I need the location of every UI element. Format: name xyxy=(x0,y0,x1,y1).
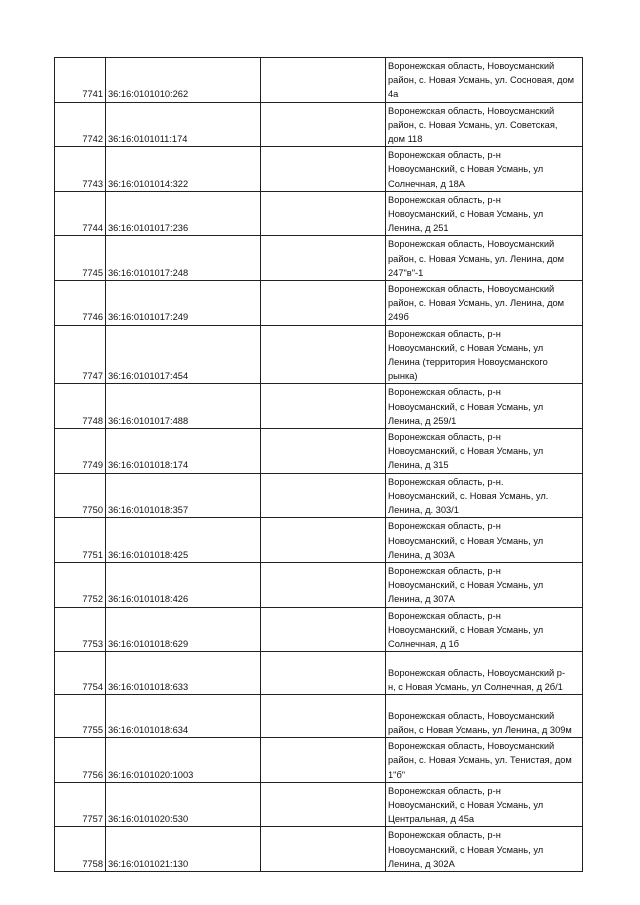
cadastral-number: 36:16:0101017:248 xyxy=(106,236,261,281)
address: Воронежская область, Новоусманский район, с. Новая Усмань, ул. Ленина, дом 247"в"-1 xyxy=(386,236,583,281)
address: Воронежская область, Новоусманский район, с. Новая Усмань, ул. Сосновая, дом 4а xyxy=(386,58,583,103)
address: Воронежская область, Новоусманский р- н, с Новая Усмань, ул Солнечная, д 2б/1 xyxy=(386,652,583,695)
cadastral-number: 36:16:0101014:322 xyxy=(106,147,261,192)
address: Воронежская область, Новоусманский район, с. Новая Усмань, ул. Ленина, дом 249б xyxy=(386,281,583,326)
empty-cell xyxy=(261,695,386,738)
row-number: 7746 xyxy=(55,281,106,326)
row-number: 7743 xyxy=(55,147,106,192)
table-row xyxy=(55,652,583,695)
empty-cell xyxy=(261,738,386,783)
empty-cell xyxy=(261,191,386,236)
cadastral-number: 36:16:0101018:629 xyxy=(106,607,261,652)
address: Воронежская область, р-н Новоусманский, с Новая Усмань, ул Ленина, д 307А xyxy=(386,562,583,607)
row-number: 7742 xyxy=(55,102,106,147)
registry-table-body xyxy=(55,58,583,872)
cadastral-number: 36:16:0101020:1003 xyxy=(106,738,261,783)
row-number: 7756 xyxy=(55,738,106,783)
table-row xyxy=(55,102,583,147)
cadastral-number: 36:16:0101018:425 xyxy=(106,518,261,563)
row-number: 7758 xyxy=(55,827,106,872)
row-number: 7757 xyxy=(55,782,106,827)
table-row xyxy=(55,607,583,652)
row-number: 7755 xyxy=(55,695,106,738)
table-row xyxy=(55,782,583,827)
row-number: 7752 xyxy=(55,562,106,607)
address: Воронежская область, Новоусманский район, с. Новая Усмань, ул. Советская, дом 118 xyxy=(386,102,583,147)
table-row xyxy=(55,738,583,783)
row-number: 7741 xyxy=(55,58,106,103)
address: Воронежская область, Новоусманский район, с. Новая Усмань, ул. Тенистая, дом 1"б" xyxy=(386,738,583,783)
empty-cell xyxy=(261,325,386,384)
table-row xyxy=(55,281,583,326)
empty-cell xyxy=(261,384,386,429)
row-number: 7747 xyxy=(55,325,106,384)
empty-cell xyxy=(261,281,386,326)
table-row xyxy=(55,325,583,384)
empty-cell xyxy=(261,236,386,281)
table-row xyxy=(55,562,583,607)
empty-cell xyxy=(261,473,386,518)
cadastral-number: 36:16:0101017:236 xyxy=(106,191,261,236)
table-row xyxy=(55,58,583,103)
row-number: 7744 xyxy=(55,191,106,236)
address: Воронежская область, р-н Новоусманский, с Новая Усмань, ул Ленина, д 315 xyxy=(386,429,583,474)
address: Воронежская область, р-н Новоусманский, с Новая Усмань, ул Солнечная, д 18А xyxy=(386,147,583,192)
cadastral-number: 36:16:0101018:174 xyxy=(106,429,261,474)
empty-cell xyxy=(261,518,386,563)
cadastral-number: 36:16:0101018:426 xyxy=(106,562,261,607)
address: Воронежская область, Новоусманский район, с Новая Усмань, ул Ленина, д 309м xyxy=(386,695,583,738)
cadastral-number: 36:16:0101017:488 xyxy=(106,384,261,429)
cadastral-number: 36:16:0101018:357 xyxy=(106,473,261,518)
table-row xyxy=(55,191,583,236)
cadastral-number: 36:16:0101017:249 xyxy=(106,281,261,326)
empty-cell xyxy=(261,782,386,827)
table-row xyxy=(55,147,583,192)
address: Воронежская область, р-н Новоусманский, с Новая Усмань, ул Центральная, д 45а xyxy=(386,782,583,827)
address: Воронежская область, р-н Новоусманский, с Новая Усмань, ул Ленина, д 303А xyxy=(386,518,583,563)
address: Воронежская область, р-н Новоусманский, с Новая Усмань, ул Солнечная, д 1б xyxy=(386,607,583,652)
registry-table xyxy=(54,57,583,872)
empty-cell xyxy=(261,827,386,872)
address: Воронежская область, р-н Новоусманский, с Новая Усмань, ул Ленина, д 259/1 xyxy=(386,384,583,429)
table-row xyxy=(55,827,583,872)
table-row xyxy=(55,429,583,474)
table-row xyxy=(55,695,583,738)
row-number: 7749 xyxy=(55,429,106,474)
empty-cell xyxy=(261,562,386,607)
empty-cell xyxy=(261,147,386,192)
cadastral-number: 36:16:0101010:262 xyxy=(106,58,261,103)
row-number: 7748 xyxy=(55,384,106,429)
row-number: 7751 xyxy=(55,518,106,563)
cadastral-number: 36:16:0101017:454 xyxy=(106,325,261,384)
cadastral-number: 36:16:0101020:530 xyxy=(106,782,261,827)
address: Воронежская область, р-н. Новоусманский, с. Новая Усмань, ул. Ленина, д. 303/1 xyxy=(386,473,583,518)
empty-cell xyxy=(261,652,386,695)
empty-cell xyxy=(261,58,386,103)
row-number: 7745 xyxy=(55,236,106,281)
cadastral-number: 36:16:0101018:634 xyxy=(106,695,261,738)
address: Воронежская область, р-н Новоусманский, с Новая Усмань, ул Ленина, д 302А xyxy=(386,827,583,872)
row-number: 7753 xyxy=(55,607,106,652)
address: Воронежская область, р-н Новоусманский, с Новая Усмань, ул Ленина, д 251 xyxy=(386,191,583,236)
row-number: 7754 xyxy=(55,652,106,695)
table-row xyxy=(55,473,583,518)
table-row xyxy=(55,384,583,429)
table-row xyxy=(55,518,583,563)
cadastral-number: 36:16:0101011:174 xyxy=(106,102,261,147)
address: Воронежская область, р-н Новоусманский, с Новая Усмань, ул Ленина (территория Новоусманского рынка) xyxy=(386,325,583,384)
row-number: 7750 xyxy=(55,473,106,518)
cadastral-number: 36:16:0101021:130 xyxy=(106,827,261,872)
empty-cell xyxy=(261,429,386,474)
empty-cell xyxy=(261,607,386,652)
cadastral-number: 36:16:0101018:633 xyxy=(106,652,261,695)
empty-cell xyxy=(261,102,386,147)
table-row xyxy=(55,236,583,281)
